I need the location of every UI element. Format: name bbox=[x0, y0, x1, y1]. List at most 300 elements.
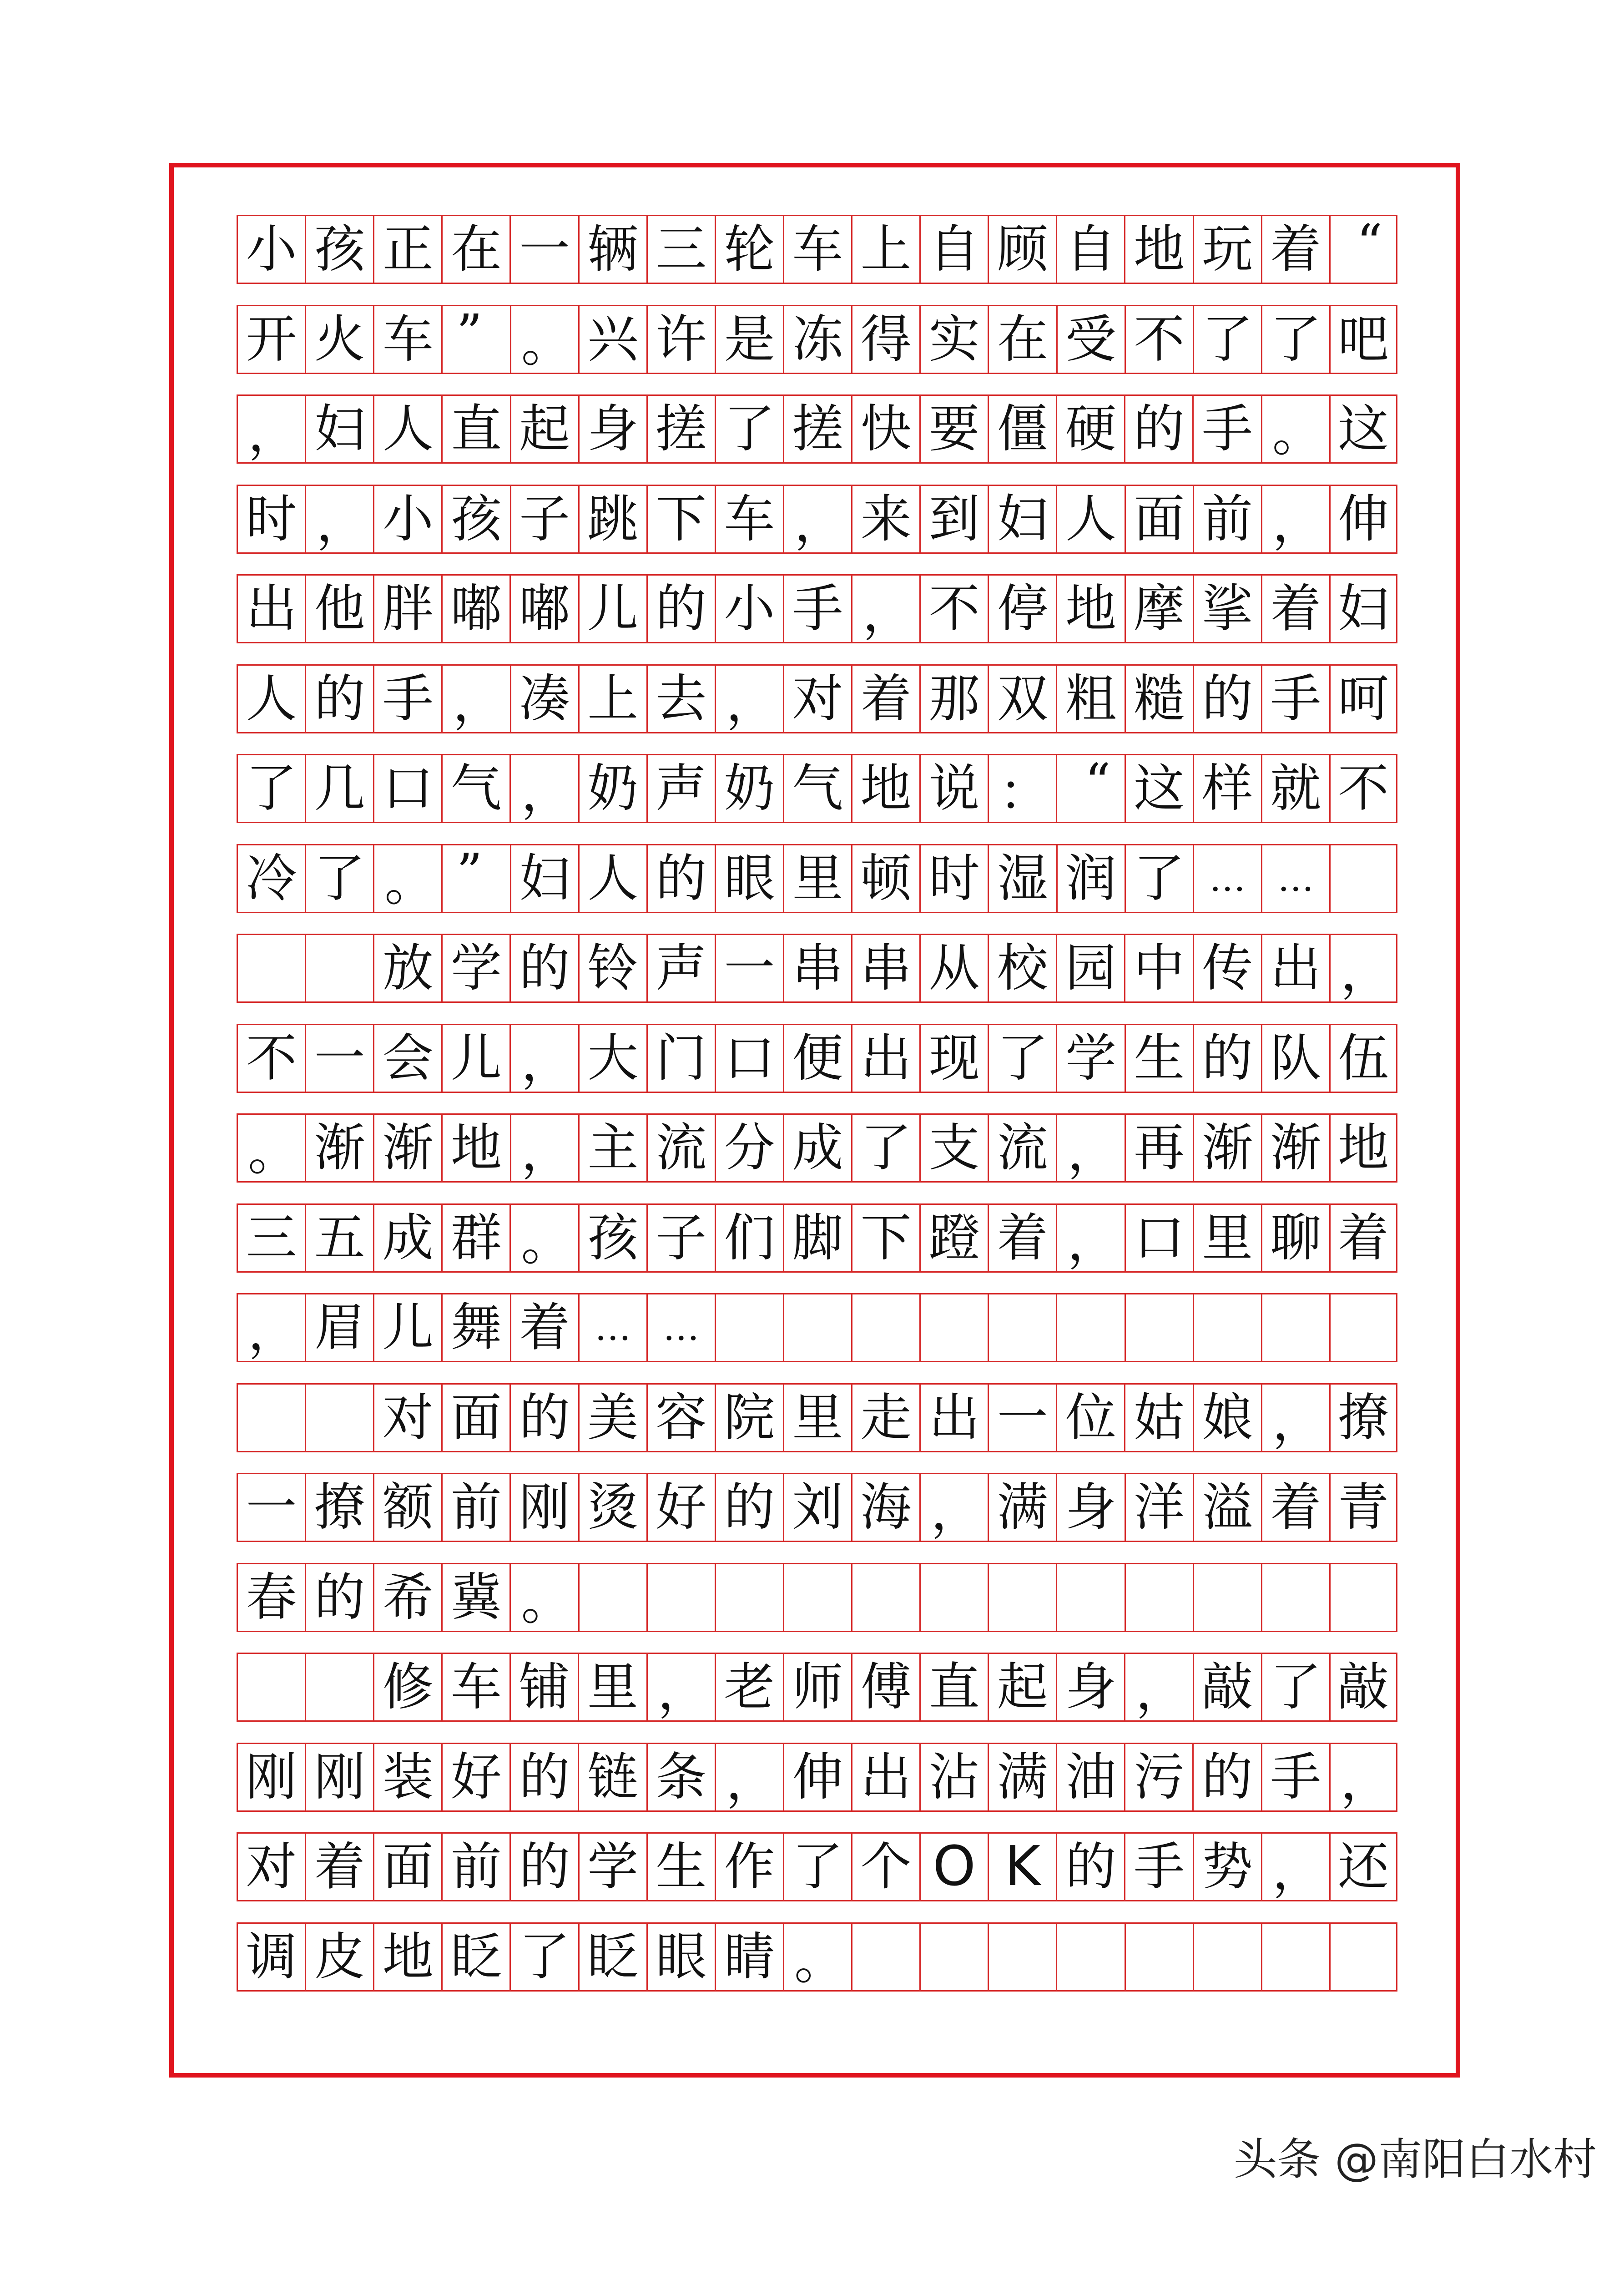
grid-cell: 直 bbox=[441, 394, 509, 464]
grid-cell: 的 bbox=[1193, 664, 1261, 733]
grid-cell: 流 bbox=[646, 1113, 715, 1183]
grid-cell bbox=[305, 1653, 373, 1722]
grid-cell bbox=[1329, 1563, 1397, 1632]
grid-cell: 还 bbox=[1329, 1832, 1397, 1901]
grid-cell: 出 bbox=[851, 1024, 919, 1093]
grid-cell: 辆 bbox=[578, 215, 646, 284]
grid-cell: 快 bbox=[851, 394, 919, 464]
grid-cell: 润 bbox=[1056, 844, 1125, 913]
grid-cell: 儿 bbox=[441, 1024, 509, 1093]
grid-cell: 着 bbox=[305, 1832, 373, 1901]
grid-cell: 受 bbox=[1056, 305, 1125, 374]
grid-cell: 串 bbox=[783, 934, 851, 1003]
grid-cell bbox=[237, 1383, 305, 1452]
grid-cell: 到 bbox=[919, 485, 988, 554]
grid-cell: 容 bbox=[646, 1383, 715, 1452]
grid-cell: 了 bbox=[305, 844, 373, 913]
grid-cell: ， bbox=[783, 485, 851, 554]
grid-cell: 车 bbox=[373, 305, 441, 374]
grid-cell: 那 bbox=[919, 664, 988, 733]
grid-row bbox=[237, 1922, 1397, 1992]
grid-cell: 自 bbox=[1056, 215, 1124, 284]
grid-cell: 粗 bbox=[1056, 664, 1124, 733]
grid-cell: 面 bbox=[1125, 485, 1193, 554]
grid-cell: 在 bbox=[988, 305, 1056, 374]
grid-cell: 老 bbox=[715, 1653, 783, 1722]
grid-cell: 口 bbox=[1125, 1203, 1193, 1273]
grid-cell: ” bbox=[441, 305, 509, 374]
grid-cell: 许 bbox=[646, 305, 715, 374]
grid-cell: 里 bbox=[578, 1653, 646, 1722]
grid-cell: 敲 bbox=[1193, 1653, 1261, 1722]
grid-cell bbox=[919, 1922, 988, 1992]
grid-cell: 车 bbox=[783, 215, 851, 284]
grid-cell: 了 bbox=[851, 1113, 919, 1183]
grid-cell: 几 bbox=[305, 754, 373, 823]
grid-cell bbox=[783, 1293, 851, 1362]
grid-cell: 了 bbox=[1125, 844, 1193, 913]
grid-cell: 刚 bbox=[305, 1743, 373, 1812]
grid-cell: 从 bbox=[919, 934, 988, 1003]
grid-cell bbox=[578, 1563, 646, 1632]
grid-cell: 一 bbox=[988, 1383, 1056, 1452]
grid-cell bbox=[1261, 1293, 1329, 1362]
grid-cell: 嘟 bbox=[441, 574, 509, 643]
grid-cell: 的 bbox=[305, 1563, 373, 1632]
grid-cell: 撩 bbox=[305, 1473, 373, 1542]
grid-cell: 玩 bbox=[1193, 215, 1261, 284]
grid-cell: 渐 bbox=[305, 1113, 373, 1183]
grid-cell: 一 bbox=[237, 1473, 305, 1542]
grid-cell: 了 bbox=[715, 394, 783, 464]
grid-cell: 。 bbox=[510, 305, 578, 374]
grid-cell: 说 bbox=[919, 754, 988, 823]
grid-cell bbox=[1329, 1293, 1397, 1362]
grid-cell: 小 bbox=[715, 574, 783, 643]
grid-cell: … bbox=[1261, 844, 1329, 913]
grid-cell bbox=[919, 1563, 988, 1632]
grid-cell bbox=[1193, 1563, 1261, 1632]
watermark: 头条 @南阳白水村 bbox=[1233, 2134, 1597, 2185]
grid-cell: 学 bbox=[1056, 1024, 1124, 1093]
grid-cell: 奶 bbox=[578, 754, 646, 823]
grid-cell: 口 bbox=[715, 1024, 783, 1093]
grid-cell: 师 bbox=[783, 1653, 851, 1722]
grid-cell: 火 bbox=[305, 305, 373, 374]
grid-cell: 着 bbox=[1261, 215, 1329, 284]
grid-cell: 对 bbox=[373, 1383, 441, 1452]
grid-cell: 的 bbox=[509, 1832, 578, 1901]
grid-cell: 妇 bbox=[510, 844, 578, 913]
grid-cell: 一 bbox=[509, 215, 578, 284]
grid-cell: 的 bbox=[509, 934, 578, 1003]
grid-cell: 的 bbox=[1124, 394, 1192, 464]
grid-cell bbox=[1193, 1293, 1261, 1362]
grid-cell: 现 bbox=[919, 1024, 988, 1093]
grid-cell: ， bbox=[509, 1024, 578, 1093]
grid-cell: 渐 bbox=[1261, 1113, 1329, 1183]
grid-cell: 下 bbox=[851, 1203, 919, 1273]
grid-cell: 孩 bbox=[305, 215, 373, 284]
grid-cell: 里 bbox=[783, 1383, 851, 1452]
grid-cell: 人 bbox=[237, 664, 305, 733]
grid-cell: 身 bbox=[1056, 1653, 1124, 1722]
grid-cell: 儿 bbox=[373, 1293, 441, 1362]
grid-cell bbox=[988, 1293, 1056, 1362]
grid-cell: 伸 bbox=[783, 1743, 851, 1812]
grid-cell: 势 bbox=[1193, 1832, 1261, 1901]
grid-row bbox=[237, 664, 1397, 733]
grid-cell: 是 bbox=[715, 305, 783, 374]
grid-cell: 轮 bbox=[715, 215, 783, 284]
grid-cell: 车 bbox=[715, 485, 783, 554]
grid-row bbox=[237, 1383, 1397, 1452]
grid-cell: 门 bbox=[646, 1024, 715, 1093]
grid-cell: 三 bbox=[646, 215, 715, 284]
grid-cell: 蹬 bbox=[919, 1203, 988, 1273]
grid-cell: 伍 bbox=[1329, 1024, 1397, 1093]
grid-cell bbox=[237, 934, 305, 1003]
grid-cell: 小 bbox=[237, 215, 305, 284]
grid-cell bbox=[715, 1293, 783, 1362]
grid-cell: 直 bbox=[919, 1653, 988, 1722]
grid-cell: 来 bbox=[851, 485, 919, 554]
grid-cell bbox=[1056, 1293, 1124, 1362]
grid-cell: 眨 bbox=[578, 1922, 646, 1992]
grid-cell: 手 bbox=[1261, 1743, 1329, 1812]
grid-cell: 手 bbox=[1261, 664, 1329, 733]
grid-cell: 着 bbox=[510, 1293, 578, 1362]
grid-cell: 中 bbox=[1124, 934, 1192, 1003]
grid-cell: 位 bbox=[1056, 1383, 1124, 1452]
grid-cell: 地 bbox=[373, 1922, 441, 1992]
grid-cell: 面 bbox=[441, 1383, 509, 1452]
grid-cell: ， bbox=[305, 485, 373, 554]
grid-cell: 刚 bbox=[237, 1743, 305, 1812]
grid-cell: 走 bbox=[851, 1383, 919, 1452]
grid-cell: 这 bbox=[1125, 754, 1193, 823]
grid-cell: 敲 bbox=[1329, 1653, 1397, 1722]
grid-cell: ， bbox=[1261, 1383, 1329, 1452]
grid-cell: 的 bbox=[509, 1743, 578, 1812]
grid-cell: ， bbox=[715, 1743, 783, 1812]
grid-cell bbox=[1329, 1922, 1397, 1992]
grid-cell: 作 bbox=[715, 1832, 783, 1901]
grid-cell: 一 bbox=[305, 1024, 373, 1093]
grid-cell: 的 bbox=[1056, 1832, 1124, 1901]
grid-cell: 人 bbox=[578, 844, 646, 913]
grid-cell: ， bbox=[510, 1113, 578, 1183]
grid-cell bbox=[1261, 1563, 1329, 1632]
grid-cell: 会 bbox=[373, 1024, 441, 1093]
grid-cell: 了 bbox=[1193, 305, 1261, 374]
grid-cell: 手 bbox=[373, 664, 441, 733]
grid-cell: 放 bbox=[373, 934, 441, 1003]
grid-cell bbox=[1125, 1563, 1193, 1632]
grid-cell: 娘 bbox=[1193, 1383, 1261, 1452]
grid-cell: 奶 bbox=[715, 754, 783, 823]
grid-row bbox=[237, 215, 1397, 284]
grid-cell: 要 bbox=[919, 394, 988, 464]
grid-cell bbox=[1056, 1563, 1124, 1632]
grid-cell: 出 bbox=[919, 1383, 988, 1452]
grid-cell: 前 bbox=[441, 1832, 509, 1901]
grid-cell: 得 bbox=[851, 305, 919, 374]
grid-cell bbox=[851, 1922, 919, 1992]
grid-cell: 硬 bbox=[1056, 394, 1124, 464]
grid-cell: ： bbox=[988, 754, 1056, 823]
grid-cell: 这 bbox=[1329, 394, 1397, 464]
grid-cell: 人 bbox=[1056, 485, 1124, 554]
grid-cell bbox=[1261, 1922, 1329, 1992]
grid-cell: 冻 bbox=[783, 305, 851, 374]
grid-cell: 渐 bbox=[373, 1113, 441, 1183]
grid-cell: 脚 bbox=[783, 1203, 851, 1273]
grid-cell: 传 bbox=[1193, 934, 1261, 1003]
grid-cell: 了 bbox=[237, 754, 305, 823]
grid-cell: 的 bbox=[305, 664, 373, 733]
grid-cell: K bbox=[988, 1832, 1056, 1901]
grid-cell: 五 bbox=[305, 1203, 373, 1273]
grid-cell: ， bbox=[1261, 485, 1329, 554]
grid-cell: 聊 bbox=[1261, 1203, 1329, 1273]
grid-cell: 上 bbox=[578, 664, 646, 733]
grid-row bbox=[237, 1113, 1397, 1183]
grid-cell: 气 bbox=[441, 754, 509, 823]
grid-cell: 大 bbox=[578, 1024, 646, 1093]
grid-cell: 支 bbox=[919, 1113, 988, 1183]
grid-cell: 手 bbox=[1124, 1832, 1192, 1901]
grid-cell: 调 bbox=[237, 1922, 305, 1992]
grid-cell: 的 bbox=[646, 574, 715, 643]
grid-cell: 的 bbox=[646, 844, 715, 913]
grid-cell: 口 bbox=[373, 754, 441, 823]
grid-cell: 出 bbox=[1261, 934, 1329, 1003]
grid-cell: 便 bbox=[783, 1024, 851, 1093]
grid-cell: ， bbox=[1124, 1653, 1192, 1722]
grid-cell: 冷 bbox=[237, 844, 305, 913]
grid-cell: 正 bbox=[373, 215, 441, 284]
grid-row bbox=[237, 1832, 1397, 1901]
grid-cell: 儿 bbox=[578, 574, 646, 643]
grid-cell: 孩 bbox=[578, 1203, 646, 1273]
grid-cell: 地 bbox=[1056, 574, 1124, 643]
grid-cell: 条 bbox=[646, 1743, 715, 1812]
grid-cell: 时 bbox=[237, 485, 305, 554]
grid-cell: 。 bbox=[1261, 394, 1329, 464]
grid-cell: 的 bbox=[1193, 1024, 1261, 1093]
grid-cell: 的 bbox=[715, 1473, 783, 1542]
grid-cell: 就 bbox=[1261, 754, 1329, 823]
grid-cell: 眉 bbox=[305, 1293, 373, 1362]
grid-cell bbox=[1125, 1922, 1193, 1992]
grid-cell: 吧 bbox=[1329, 305, 1397, 374]
grid-row bbox=[237, 934, 1397, 1003]
grid-cell: 人 bbox=[373, 394, 441, 464]
grid-cell bbox=[237, 1653, 305, 1722]
grid-cell: 着 bbox=[988, 1203, 1056, 1273]
grid-cell: 子 bbox=[510, 485, 578, 554]
grid-cell: “ bbox=[1329, 215, 1397, 284]
grid-cell: 里 bbox=[783, 844, 851, 913]
grid-cell: 了 bbox=[1261, 1653, 1329, 1722]
grid-cell: 着 bbox=[1261, 574, 1329, 643]
grid-cell: 油 bbox=[1056, 1743, 1124, 1812]
grid-cell: 子 bbox=[646, 1203, 715, 1273]
grid-cell: 实 bbox=[919, 305, 988, 374]
grid-cell: O bbox=[919, 1832, 988, 1901]
grid-cell: 时 bbox=[919, 844, 988, 913]
grid-cell: 凑 bbox=[510, 664, 578, 733]
grid-cell: 美 bbox=[578, 1383, 646, 1452]
grid-cell: 皮 bbox=[305, 1922, 373, 1992]
grid-cell: ， bbox=[851, 574, 919, 643]
grid-row bbox=[237, 485, 1397, 554]
grid-cell: ， bbox=[1261, 1832, 1329, 1901]
grid-cell: 面 bbox=[373, 1832, 441, 1901]
grid-cell: 呵 bbox=[1329, 664, 1397, 733]
grid-cell: 希 bbox=[373, 1563, 441, 1632]
grid-cell: 渐 bbox=[1193, 1113, 1261, 1183]
grid-cell: 好 bbox=[441, 1743, 509, 1812]
grid-cell bbox=[1193, 1922, 1261, 1992]
grid-cell: “ bbox=[1056, 754, 1124, 823]
grid-row bbox=[237, 305, 1397, 374]
grid-cell: 上 bbox=[851, 215, 919, 284]
grid-cell: 出 bbox=[851, 1743, 919, 1812]
grid-row bbox=[237, 1563, 1397, 1632]
grid-row bbox=[237, 754, 1397, 823]
grid-cell: 顾 bbox=[988, 215, 1056, 284]
grid-cell: 了 bbox=[1261, 305, 1329, 374]
grid-cell: 串 bbox=[851, 934, 919, 1003]
grid-cell: 污 bbox=[1124, 1743, 1192, 1812]
grid-cell: 青 bbox=[1329, 1473, 1397, 1542]
grid-cell: 双 bbox=[988, 664, 1056, 733]
grid-cell: 春 bbox=[237, 1563, 305, 1632]
grid-cell: 。 bbox=[509, 1203, 578, 1273]
grid-cell: 不 bbox=[1125, 305, 1193, 374]
grid-cell bbox=[646, 1563, 715, 1632]
grid-cell: ” bbox=[441, 844, 509, 913]
grid-cell: 前 bbox=[441, 1473, 509, 1542]
grid-cell: 在 bbox=[441, 215, 509, 284]
grid-cell: 满 bbox=[988, 1743, 1056, 1812]
grid-cell: … bbox=[578, 1293, 646, 1362]
grid-cell: ， bbox=[1056, 1203, 1124, 1273]
grid-cell: 兴 bbox=[578, 305, 646, 374]
grid-cell: ， bbox=[715, 664, 783, 733]
grid-cell: 铃 bbox=[578, 934, 646, 1003]
grid-cell: ， bbox=[509, 754, 578, 823]
grid-cell: 停 bbox=[988, 574, 1056, 643]
grid-cell: 下 bbox=[646, 485, 715, 554]
grid-cell: 挲 bbox=[1193, 574, 1261, 643]
grid-cell: ， bbox=[441, 664, 509, 733]
grid-cell: 傅 bbox=[851, 1653, 919, 1722]
grid-cell: 刚 bbox=[509, 1473, 578, 1542]
grid-cell: 生 bbox=[646, 1832, 715, 1901]
grid-cell: 群 bbox=[441, 1203, 509, 1273]
grid-cell: 身 bbox=[578, 394, 646, 464]
grid-cell: 胖 bbox=[373, 574, 441, 643]
grid-cell: 眼 bbox=[646, 1922, 715, 1992]
grid-cell: 糙 bbox=[1125, 664, 1193, 733]
grid-cell: ， bbox=[1329, 934, 1397, 1003]
grid-row bbox=[237, 1024, 1397, 1093]
grid-cell: 手 bbox=[783, 574, 851, 643]
grid-cell: 刘 bbox=[783, 1473, 851, 1542]
grid-cell bbox=[851, 1563, 919, 1632]
grid-cell: 嘟 bbox=[509, 574, 578, 643]
grid-cell: 成 bbox=[373, 1203, 441, 1273]
grid-cell: 满 bbox=[988, 1473, 1056, 1542]
grid-row bbox=[237, 1293, 1397, 1362]
grid-cell: 。 bbox=[509, 1563, 578, 1632]
grid-cell: 起 bbox=[510, 394, 578, 464]
grid-cell: 额 bbox=[373, 1473, 441, 1542]
grid-row bbox=[237, 394, 1397, 464]
grid-cell: ， bbox=[237, 394, 305, 464]
grid-cell: 睛 bbox=[715, 1922, 783, 1992]
grid-cell: 分 bbox=[715, 1113, 783, 1183]
grid-cell: 地 bbox=[1329, 1113, 1397, 1183]
grid-cell: 校 bbox=[988, 934, 1056, 1003]
grid-cell: 的 bbox=[509, 1383, 578, 1452]
grid-cell: 了 bbox=[988, 1024, 1056, 1093]
grid-row bbox=[237, 1203, 1397, 1273]
grid-cell: 姑 bbox=[1124, 1383, 1192, 1452]
grid-cell: 地 bbox=[851, 754, 919, 823]
grid-cell: 主 bbox=[578, 1113, 646, 1183]
grid-cell: 眨 bbox=[441, 1922, 509, 1992]
grid-cell: 跳 bbox=[578, 485, 646, 554]
grid-cell: 里 bbox=[1193, 1203, 1261, 1273]
grid-cell: 了 bbox=[783, 1832, 851, 1901]
grid-cell: ， bbox=[237, 1293, 305, 1362]
grid-cell: ， bbox=[646, 1653, 715, 1722]
grid-cell: 园 bbox=[1056, 934, 1124, 1003]
grid-cell: 湿 bbox=[988, 844, 1056, 913]
grid-cell: 海 bbox=[851, 1473, 919, 1542]
grid-cell: 起 bbox=[988, 1653, 1056, 1722]
grid-cell: 院 bbox=[715, 1383, 783, 1452]
grid-cell: … bbox=[646, 1293, 715, 1362]
grid-cell: 前 bbox=[1193, 485, 1261, 554]
grid-cell: 手 bbox=[1192, 394, 1261, 464]
grid-cell: 顿 bbox=[851, 844, 919, 913]
grid-cell: 队 bbox=[1261, 1024, 1329, 1093]
grid-cell: 学 bbox=[578, 1832, 646, 1901]
grid-cell: 修 bbox=[373, 1653, 441, 1722]
grid-cell: 链 bbox=[578, 1743, 646, 1812]
grid-cell: 流 bbox=[988, 1113, 1056, 1183]
grid-cell: 车 bbox=[441, 1653, 509, 1722]
grid-cell: 。 bbox=[783, 1922, 851, 1992]
grid-cell: 地 bbox=[1124, 215, 1192, 284]
grid-cell: 小 bbox=[373, 485, 441, 554]
grid-cell: 冀 bbox=[441, 1563, 509, 1632]
grid-cell bbox=[1329, 844, 1397, 913]
grid-cell: 出 bbox=[237, 574, 305, 643]
grid-row bbox=[237, 1653, 1397, 1722]
grid-row bbox=[237, 1743, 1397, 1812]
grid-cell: 着 bbox=[851, 664, 919, 733]
grid-cell: 妇 bbox=[1329, 574, 1397, 643]
grid-cell: 撩 bbox=[1329, 1383, 1397, 1452]
grid-cell: 溢 bbox=[1193, 1473, 1261, 1542]
grid-cell: 孩 bbox=[441, 485, 509, 554]
